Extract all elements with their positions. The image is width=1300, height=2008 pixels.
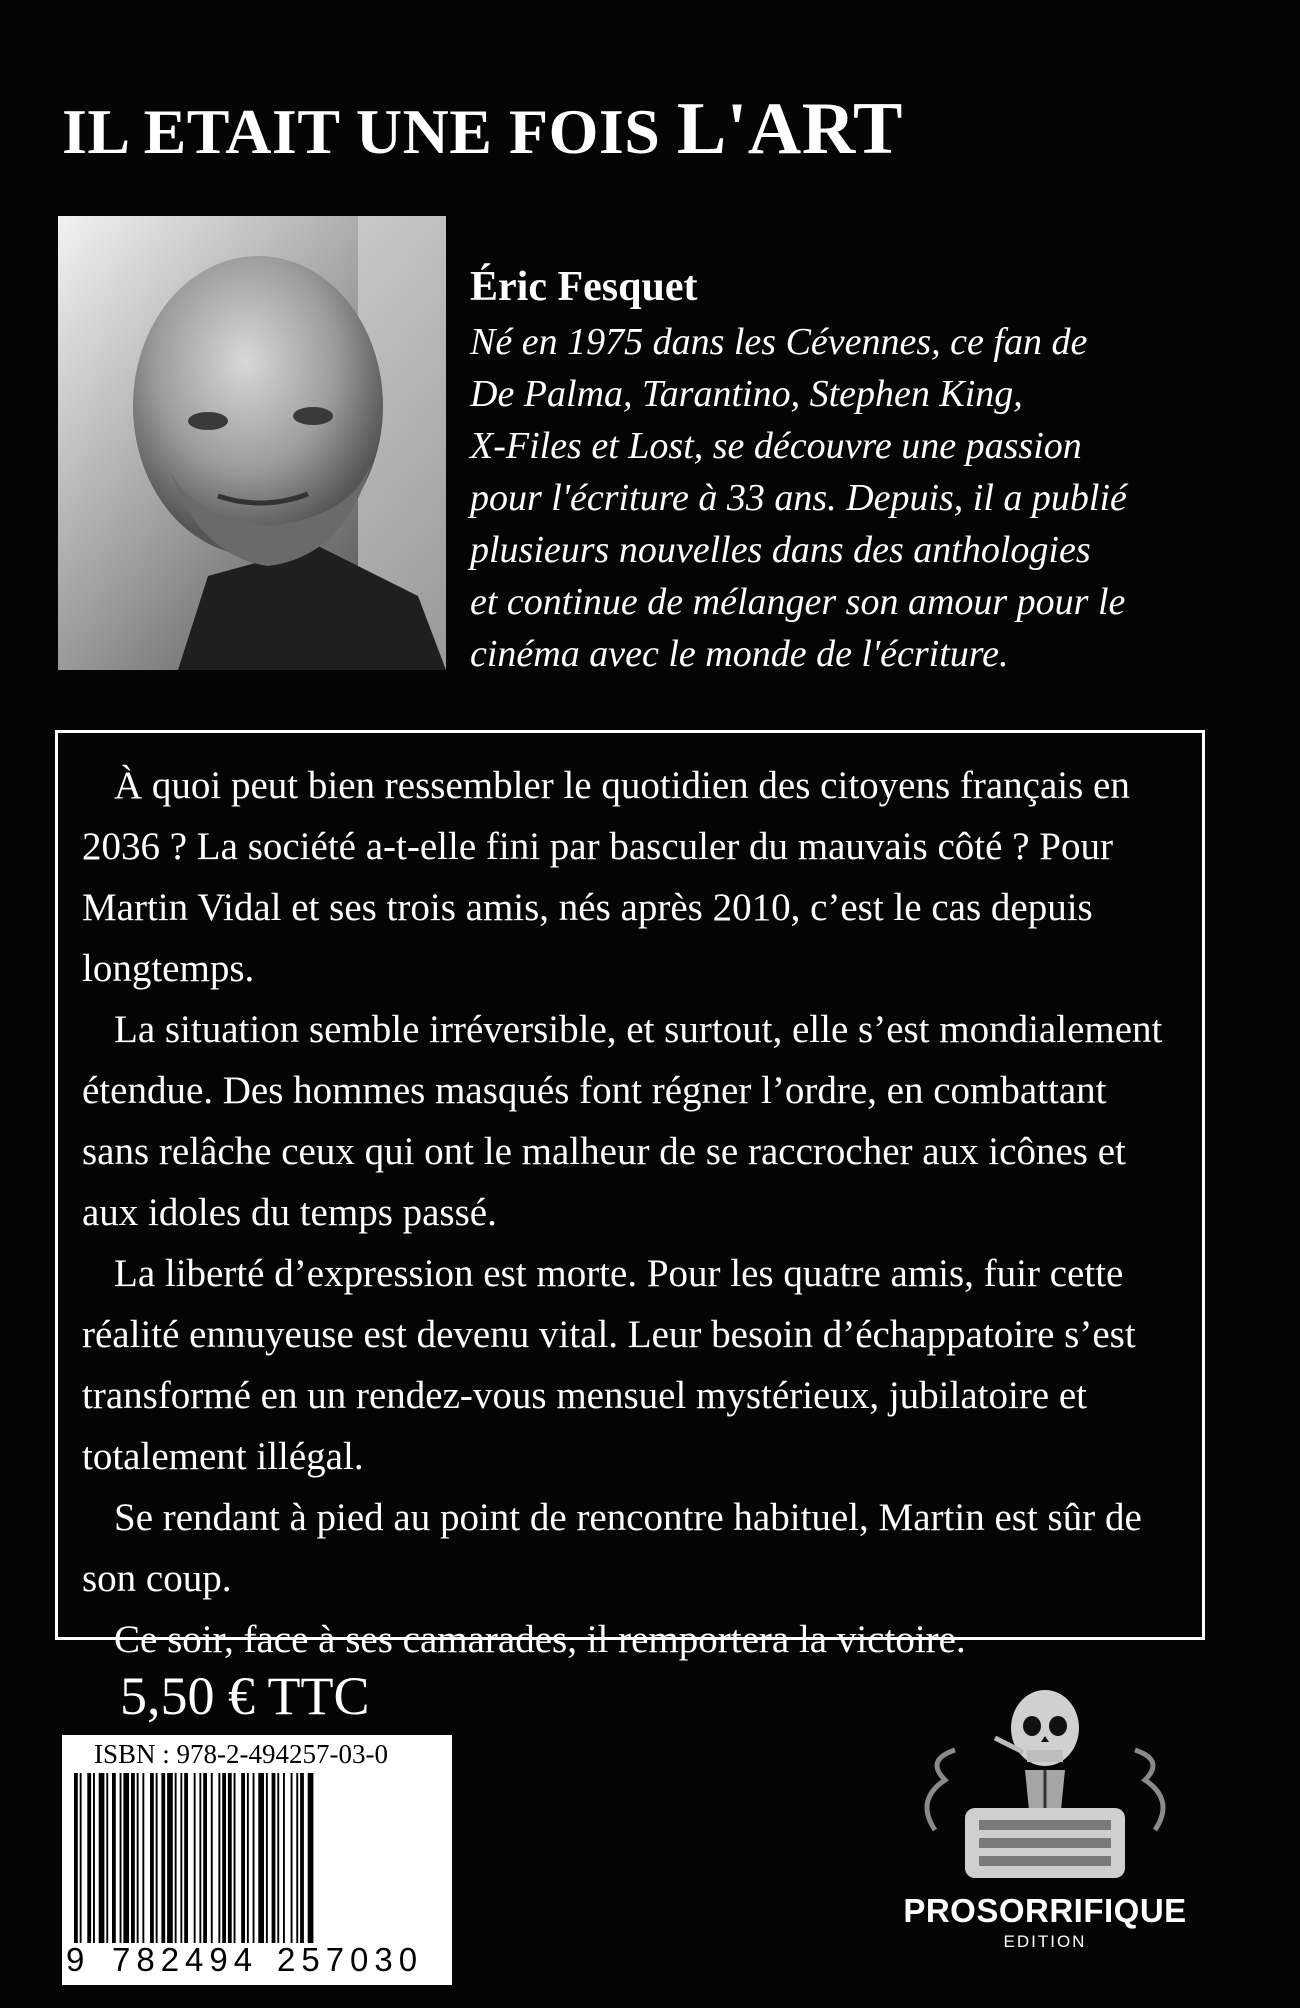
barcode-bar <box>80 1773 82 1943</box>
publisher-subtitle: EDITION <box>1003 1932 1087 1951</box>
summary-paragraph: Ce soir, face à ses camarades, il remportera la victoire. <box>114 1618 966 1661</box>
title-end: L'ART <box>676 88 903 170</box>
bio-line: De Palma, Tarantino, Stephen King, <box>470 373 1023 416</box>
barcode-bar <box>112 1773 116 1943</box>
barcode-bar <box>120 1773 122 1943</box>
book-title <box>62 88 903 170</box>
barcode-bar <box>253 1773 255 1943</box>
barcode-bar <box>137 1773 139 1943</box>
skull-typewriter-icon <box>895 1680 1195 1890</box>
barcode-bar <box>222 1773 226 1943</box>
barcode-bar <box>241 1773 245 1943</box>
barcode-bar <box>199 1773 201 1943</box>
barcode-bar <box>175 1773 177 1943</box>
bio-line: pour l'écriture à 33 ans. Depuis, il a publié <box>470 477 1127 520</box>
barcode-bar <box>283 1773 285 1943</box>
barcode-bar <box>247 1773 249 1943</box>
barcode-bar <box>131 1773 135 1943</box>
barcode-bar <box>150 1773 154 1943</box>
price-label: 5,50 € TTC <box>120 1666 370 1726</box>
barcode-digit-first: 9 <box>66 1941 85 1978</box>
barcode-bar <box>180 1773 182 1943</box>
title-main: IL ETAIT UNE FOIS <box>62 96 677 167</box>
barcode-bar <box>156 1773 158 1943</box>
barcode-bar <box>123 1773 129 1943</box>
barcode-bar <box>291 1773 293 1943</box>
barcode-digits <box>62 1941 452 1981</box>
barcode-bar <box>218 1773 220 1943</box>
barcode-bar <box>74 1773 78 1943</box>
barcode-digits-right: 257030 <box>277 1941 424 1978</box>
author-bio <box>470 316 1270 680</box>
barcode-bar <box>203 1773 207 1943</box>
publisher-logo <box>895 1680 1195 1990</box>
summary-paragraph: La situation semble irréversible, et surtout, elle s’est mondialement étendue. Des hommes masqués font régner l’ordre, en combattant sans relâche ceux qui ont le malheur de se raccrocher aux icônes et aux idoles du temps passé. <box>82 1008 1163 1234</box>
barcode-digits-left: 782494 <box>112 1941 259 1978</box>
summary-paragraph: À quoi peut bien ressembler le quotidien des citoyens français en 2036 ? La société a-t-elle fini par basculer du mauvais côté ? Pour Martin Vidal et ses trois amis, nés après 2010, c’est le cas depuis longtemps. <box>82 764 1130 990</box>
barcode-bar <box>211 1773 213 1943</box>
barcode-bars <box>74 1773 444 1943</box>
barcode-bar <box>272 1773 276 1943</box>
barcode-bar <box>300 1773 304 1943</box>
isbn-barcode <box>62 1735 452 1985</box>
publisher-name: PROSORRIFIQUE <box>903 1892 1187 1929</box>
barcode-bar <box>308 1773 314 1943</box>
summary-paragraph: La liberté d’expression est morte. Pour les quatre amis, fuir cette réalité ennuyeuse est devenu vital. Leur besoin d’échappatoire s’est transformé en un rendez-vous mensuel mystérieux, jubilatoire et totalement illégal. <box>82 1252 1136 1478</box>
barcode-bar <box>296 1773 298 1943</box>
barcode-bar <box>228 1773 232 1943</box>
barcode-bar <box>142 1773 144 1943</box>
bio-line: et continue de mélanger son amour pour le <box>470 581 1126 624</box>
barcode-bar <box>277 1773 279 1943</box>
barcode-bar <box>194 1773 196 1943</box>
author-photo <box>58 216 446 670</box>
bio-line: X-Files et Lost, se découvre une passion <box>470 425 1082 468</box>
author-name: Éric Fesquet <box>470 264 698 310</box>
barcode-bar <box>266 1773 268 1943</box>
barcode-bar <box>234 1773 236 1943</box>
author-portrait-image <box>58 216 446 670</box>
barcode-bar <box>258 1773 264 1943</box>
barcode-bar <box>167 1773 173 1943</box>
barcode-bar <box>93 1773 95 1943</box>
summary-paragraph: Se rendant à pied au point de rencontre habituel, Martin est sûr de son coup. <box>82 1496 1142 1600</box>
barcode-bar <box>161 1773 165 1943</box>
barcode-bar <box>106 1773 108 1943</box>
barcode-bar <box>99 1773 105 1943</box>
summary-box <box>55 730 1205 1661</box>
bio-line: cinéma avec le monde de l'écriture. <box>470 633 1009 676</box>
bio-line: plusieurs nouvelles dans des anthologies <box>470 529 1091 572</box>
barcode-bar <box>87 1773 91 1943</box>
author-block <box>470 262 1270 680</box>
barcode-bar <box>184 1773 188 1943</box>
isbn-number: ISBN : 978-2-494257-03-0 <box>94 1739 388 1769</box>
bio-line: Né en 1975 dans les Cévennes, ce fan de <box>470 321 1088 364</box>
